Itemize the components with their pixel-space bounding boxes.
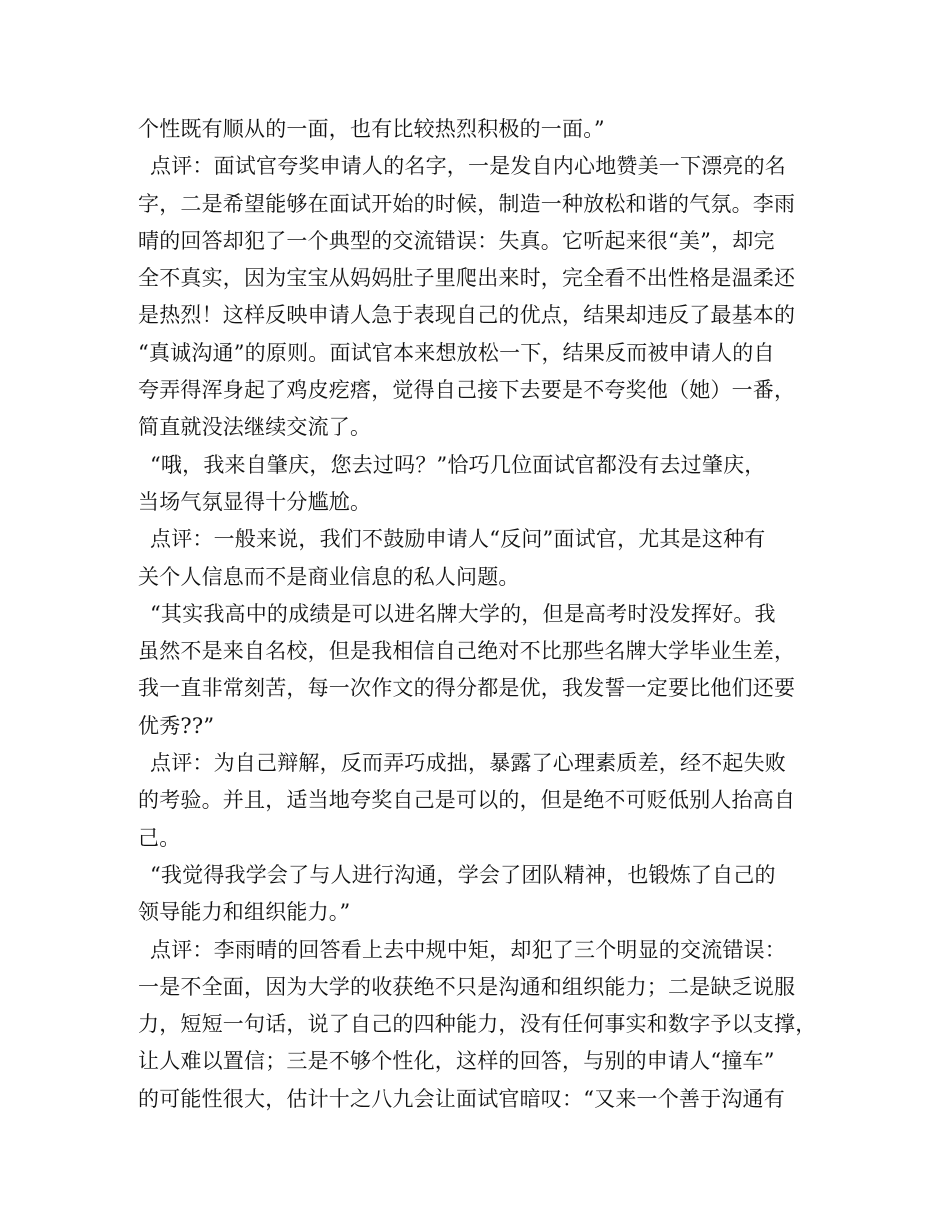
document-body	[138, 111, 828, 1118]
text-line: 己。	[138, 825, 181, 850]
text-line: 当场气氛显得十分尴尬。	[138, 489, 372, 514]
text-line: “哦，我来自肇庆，您去过吗？”恰巧几位面试官都没有去过肇庆，	[150, 452, 766, 477]
text-line: 字，二是希望能够在面试开始的时候，制造一种放松和谐的气氛。李雨	[138, 191, 796, 216]
text-line: 一是不全面，因为大学的收获绝不只是沟通和组织能力；二是缺乏说服	[138, 974, 796, 999]
text-line: 的可能性很大，估计十之八九会让面试官暗叹：“又来一个善于沟通有	[138, 1086, 785, 1111]
text-line: 让人难以置信；三是不够个性化，这样的回答，与别的申请人“撞车”	[138, 1049, 775, 1074]
text-line: 领导能力和组织能力。”	[138, 900, 351, 925]
text-line: “真诚沟通”的原则。面试官本来想放松一下，结果反而被申请人的自	[138, 340, 775, 365]
text-line: 点评：面试官夸奖申请人的名字，一是发自内心地赞美一下漂亮的名	[150, 154, 786, 179]
text-line: 点评：李雨晴的回答看上去中规中矩，却犯了三个明显的交流错误：	[150, 937, 786, 962]
text-line: 虽然不是来自名校，但是我相信自己绝对不比那些名牌大学毕业生差，	[138, 639, 796, 664]
text-line: “我觉得我学会了与人进行沟通，学会了团队精神，也锻炼了自己的	[150, 862, 776, 887]
text-line: 优秀??”	[138, 713, 215, 738]
text-line: 是热烈！这样反映申请人急于表现自己的优点，结果却违反了最基本的	[138, 303, 796, 328]
text-line: 点评：一般来说，我们不鼓励申请人“反问”面试官，尤其是这种有	[150, 527, 766, 552]
text-line: 关个人信息而不是商业信息的私人问题。	[138, 564, 520, 589]
text-line: 的考验。并且，适当地夸奖自己是可以的，但是绝不可贬低别人抬高自	[138, 788, 796, 813]
text-line: 晴的回答却犯了一个典型的交流错误：失真。它听起来很“美”，却完	[138, 228, 775, 253]
text-line: 简直就没法继续交流了。	[138, 415, 372, 440]
text-line: 点评：为自己辩解，反而弄巧成拙，暴露了心理素质差，经不起失败	[150, 751, 786, 776]
text-line: 全不真实，因为宝宝从妈妈肚子里爬出来时，完全看不出性格是温柔还	[138, 266, 796, 291]
text-line: “其实我高中的成绩是可以进名牌大学的，但是高考时没发挥好。我	[150, 601, 776, 626]
text-line: 夸弄得浑身起了鸡皮疙瘩，觉得自己接下去要是不夸奖他（她）一番，	[138, 378, 796, 403]
text-line: 个性既有顺从的一面，也有比较热烈积极的一面。”	[138, 117, 605, 141]
text-line: 力，短短一句话，说了自己的四种能力，没有任何事实和数字予以支撑，	[138, 1012, 817, 1037]
text-line: 我一直非常刻苦，每一次作文的得分都是优，我发誓一定要比他们还要	[138, 676, 796, 701]
